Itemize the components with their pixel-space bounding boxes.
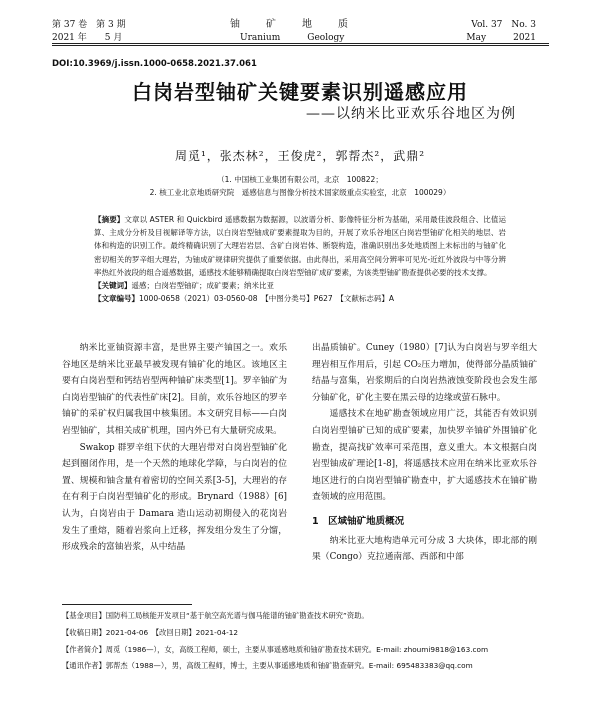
footnote-dates: 【收稿日期】2021-04-06 【改回日期】2021-04-12 xyxy=(62,627,239,637)
keywords xyxy=(94,279,506,292)
header-vol-no-en: Vol. 37 No. 3 xyxy=(471,20,536,30)
paper-subtitle: ——以纳米比亚欢乐谷地区为例 xyxy=(306,106,516,122)
body-right-column xyxy=(312,340,537,566)
abstract-block xyxy=(94,213,506,305)
doi: DOI:10.3969/j.issn.1000-0658.2021.37.061 xyxy=(52,59,257,69)
header-journal-title-cn: 铀 矿 地 质 xyxy=(230,19,350,30)
header-volume-issue: 第 37 卷 第 3 期 xyxy=(52,20,126,30)
abstract-label: 【摘要】 xyxy=(94,215,125,224)
keywords-text: 遥感；白岗岩型铀矿；成矿要素；纳米比亚 xyxy=(131,281,274,291)
footnote-corresponding-author: 【通讯作者】郭帮杰（1988—），男，高级工程师，博士，主要从事遥感地质和铀矿勘查研究。E-mail: 695483383@qq.com xyxy=(62,661,473,671)
abstract xyxy=(94,213,506,279)
body-paragraph: 遥感技术在地矿勘查领域应用广泛，其能否有效识别白岗岩型铀矿已知的成矿要素，加快罗辛铀矿外围铀矿化勘查，提高找矿效率可采范围，意义重大。本文根据白岗岩型铀成矿理论[1-8]，将遥感技术应用在纳米比亚欢乐谷地区进行的白岗岩型铀矿勘查中，扩大遥感技术在铀矿勘查领域的应用范围。 xyxy=(312,409,537,503)
body-paragraph: 出晶质铀矿。Cuney（1980）[7]认为白岗岩与罗辛组大理岩相互作用后，引起 CO₂压力增加，使得部分晶质铀矿结晶与富集，岩浆期后的白岗岩热液蚀变阶段也会发生部分铀矿化，矿化主要在黑云母的边缘或萤石脉中。 xyxy=(312,343,537,403)
body-paragraph: Swakop 群罗辛组下伏的大理岩带对白岗岩型铀矿化起到圈闭作用，是一个天然的地球化学障，与白岗岩的位置、规模和铀含量有着密切的空间关系[3-5]，大理岩的存在有利于白岗岩型铀矿化的形成。Brynard（1988）[6]认为，白岗岩由于 Damara 造山运动初期侵入的花岗岩发生了重熔，随着岩浆向上迁移，挥发组分发生了分馏，形成残余的富铀岩浆，从中结晶 xyxy=(62,442,287,553)
footnote-rule xyxy=(62,604,192,605)
body-paragraph: 纳米比亚大地构造单元可分成 3 大块体，即北部的刚果（Congo）克拉通南部、西部和中部 xyxy=(312,535,537,563)
footnote-author-bio: 【作者简介】周觅（1986—），女，高级工程师，硕士，主要从事遥感地质和铀矿勘查技术研究。E-mail: zhoumi9818@163.com xyxy=(62,644,489,654)
article-number-label: 【文章编号】 xyxy=(94,294,139,304)
authors: 周觅¹，张杰林²，王俊虎²，郭帮杰²，武鼎² xyxy=(174,149,426,163)
paper-title: 白岗岩型铀矿关键要素识别遥感应用 xyxy=(132,80,468,104)
header-journal-title-en: Uranium Geology xyxy=(240,33,345,43)
footnote-funding: 【基金项目】国防科工局核能开发项目“基于航空高光谱与伽马能谱的铀矿勘查技术研究”资助。 xyxy=(62,611,369,620)
article-number xyxy=(94,292,506,305)
header-rule-top xyxy=(52,43,549,44)
header-month-year-en: May 2021 xyxy=(466,33,536,43)
footnotes xyxy=(62,608,540,675)
article-number-text: 1000-0658（2021）03-0560-08 【中图分类号】P627 【文献标志码】A xyxy=(139,294,395,304)
body-paragraph: 纳米比亚铀资源丰富，是世界主要产铀国之一。欢乐谷地区是纳米比亚最早被发现有铀矿化的地区。该地区主要有白岗岩型和钙结岩型两种铀矿床类型[1]。罗辛铀矿为白岗岩型铀矿的代表性矿床[2]。目前，欢乐谷地区的罗辛铀矿的采矿权归属我国中核集团。本文研究目标——白岗岩型铀矿，其相关成矿机理，国内外已有大量研究成果。 xyxy=(62,343,287,436)
affiliation-2: 2. 核工业北京地质研究院 遥感信息与图像分析技术国家级重点实验室，北京 100029） xyxy=(149,188,451,197)
section-heading: 1 区域铀矿地质概况 xyxy=(312,515,405,527)
body-left-column xyxy=(62,340,287,556)
header-year-month: 2021 年 5 月 xyxy=(52,33,123,43)
abstract-text: 文章以 ASTER 和 Quickbird 遥感数据为数据源，以波谱分析、影像特征分析为基础，采用最佳波段组合、比值运算、主成分分析及目视解译等方法，以白岗岩型铀成矿要素提取为目的，开展了欢乐谷地区白岗岩型铀矿化相关的地层、岩体和构造的识别工作。最终精确识别了大理岩岩层、含矿白岗岩体、断裂构造，准确识别出多处地质图上未标出的与铀矿化密切相关的罗辛组大理岩，为铀成矿规律研究提供了重要依据。由此得出，采用高空间分辨率可见光-近红外波段与中等分辨率热红外波段的组合遥感数据，遥感技术能够精确提取白岗岩型铀矿成矿要素，为该类型铀矿勘查提供必要的技术支撑。 xyxy=(94,215,506,277)
affiliation-1: （1. 中国核工业集团有限公司，北京 100822； xyxy=(217,175,383,184)
keywords-label: 【关键词】 xyxy=(94,281,132,291)
header-rule-bottom xyxy=(52,45,549,46)
